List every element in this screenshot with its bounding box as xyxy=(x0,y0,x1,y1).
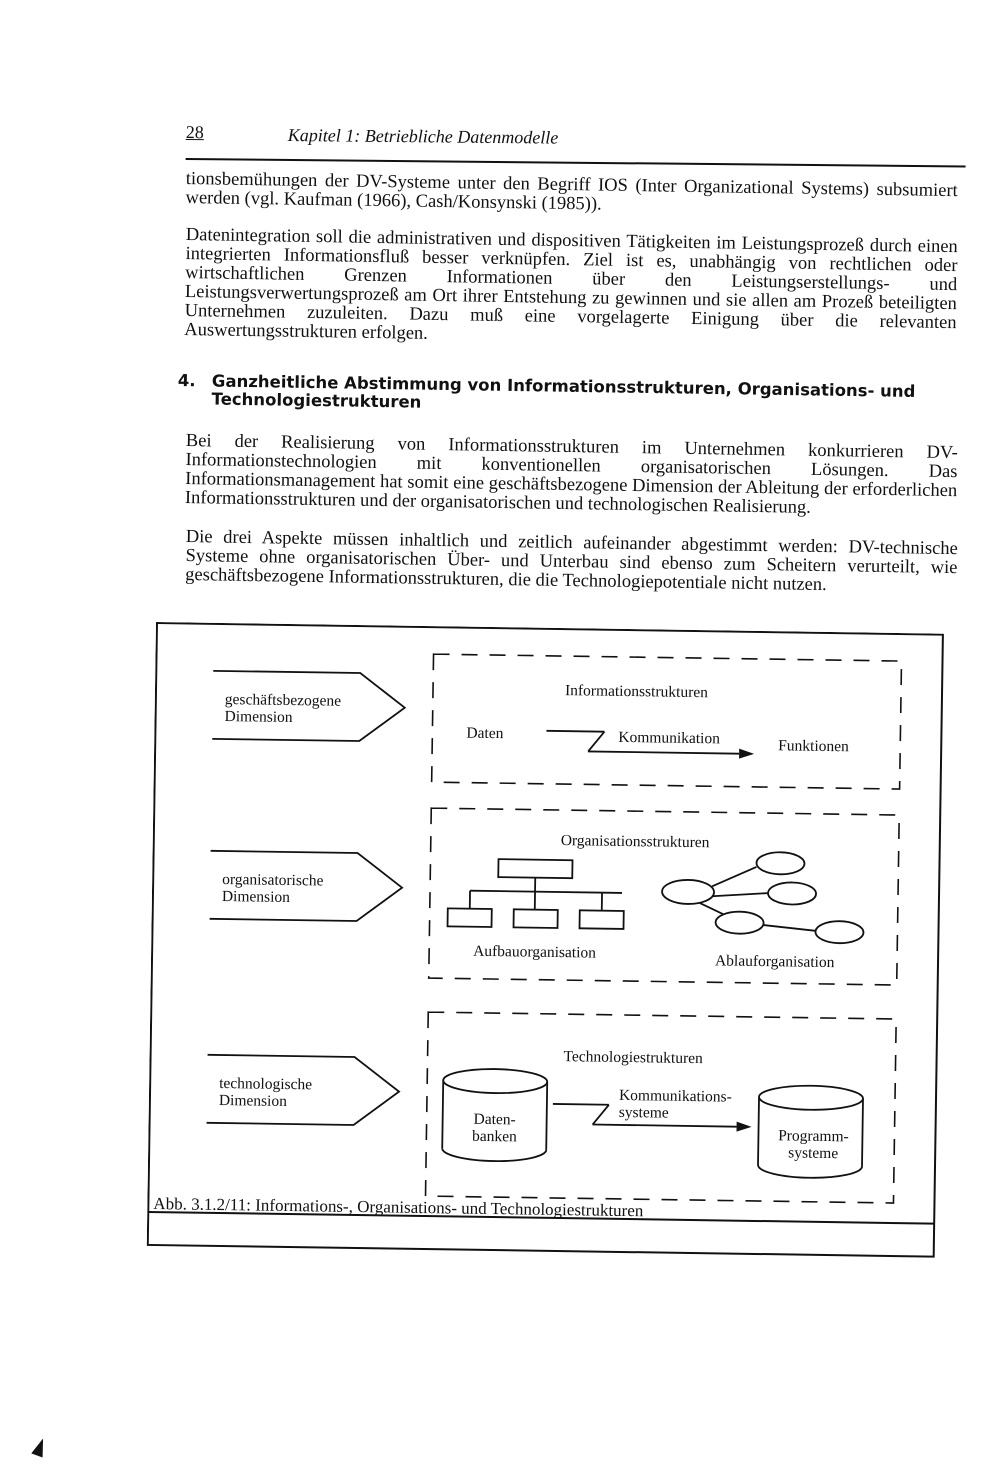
info-kommunikation: Kommunikation xyxy=(618,728,721,748)
org-chart xyxy=(448,858,625,929)
scan-mark-icon xyxy=(31,1436,48,1457)
page-number: 28 xyxy=(185,121,204,143)
info-dashed-box xyxy=(432,654,902,789)
section-title: Ganzheitliche Abstimmung von Informationsstrukturen, Organisations- und Technologiestrukturen xyxy=(211,371,916,412)
process-graph xyxy=(661,851,864,944)
tech-communication-label: Kommunikations- systeme xyxy=(618,1086,732,1122)
tech-arrowhead xyxy=(737,1122,752,1132)
info-funktionen: Funktionen xyxy=(778,737,849,756)
tech-title: Technologiestrukturen xyxy=(563,1048,703,1068)
dimension-label-organisational: organisatorische Dimension xyxy=(221,871,324,907)
paragraph-2: Datenintegration soll die administrativen und dispositiven Tätigkeiten im Leistungsprozeß durch einen integrierten Informationsfluß besser verknüpfen. Ziel ist es, unabhängig von rechtlichen oder wirtschaftlichen Grenzen Informationen über den Leistungserstellungs- und Leistungsverwertungsprozeß am Ort ihrer Entstehung zu gewinnen und sie allen am Prozeß beteiligten Unternehmen zuzuleiten. Dazu muß eine vorgelagerte Einigung über die relevanten Auswertungsstrukturen erfolgen. xyxy=(184,225,958,344)
paragraph-3: Bei der Realisierung von Informationsstrukturen im Unternehmen konkurrieren DV-Informationstechnologien mit konventionellen organisatorischen Lösungen. Das Informationsmanagement hat somit eine geschäftsbezogene Dimension der Ableitung der erforderlichen Informationsstrukturen und der organisatorischen und technologischen Realisierung. xyxy=(184,431,958,518)
org-title: Organisationsstrukturen xyxy=(560,832,710,852)
info-daten: Daten xyxy=(466,724,504,743)
figure-caption: Abb. 3.1.2/11: Informations-, Organisations- und Technologiestrukturen xyxy=(153,1194,644,1221)
dimension-label-business: geschäftsbezogene Dimension xyxy=(224,691,342,727)
org-ablauf: Ablauforganisation xyxy=(714,952,835,972)
running-head: Kapitel 1: Betriebliche Datenmodelle xyxy=(287,124,559,148)
figure-diagram xyxy=(147,622,946,1264)
section-number: 4. xyxy=(177,371,196,391)
info-arrowhead xyxy=(739,749,754,759)
paragraph-1: tionsbemühungen der DV-Systeme unter den Begriff IOS (Inter Organizational Systems) subsumiert werden (vgl. Kaufman (1966), Cash/Konsynski (1985)). xyxy=(185,169,958,215)
dimension-label-technological: technologische Dimension xyxy=(218,1074,313,1110)
paragraph-4: Die drei Aspekte müssen inhaltlich und zeitlich aufeinander abgestimmt werden: DV-technische Systeme ohne organisatorischen Über- und Unterbau sind ebenso zum Scheitern verurteilt, wie geschäftsbezogene Informationsstrukturen, die die Technologiepotentiale nicht nutzen. xyxy=(185,527,958,596)
tech-databases-label: Daten- banken xyxy=(471,1110,517,1146)
section-heading xyxy=(177,372,967,420)
page-header xyxy=(186,118,966,167)
tech-programs-label: Programm- systeme xyxy=(778,1127,849,1163)
info-title: Informationsstrukturen xyxy=(564,682,709,702)
org-aufbau: Aufbauorganisation xyxy=(473,942,597,962)
